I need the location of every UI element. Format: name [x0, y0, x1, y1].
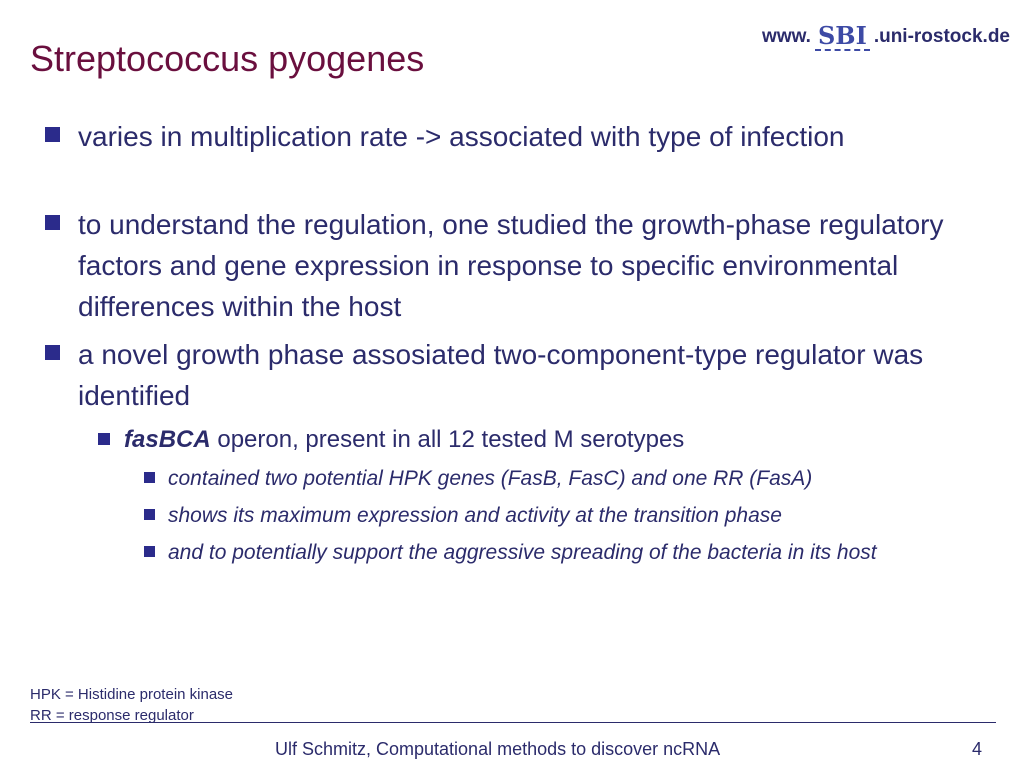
sub-sub-bullet-item — [168, 537, 988, 568]
bullet-item — [78, 116, 978, 157]
bullet-text: shows its maximum expression and activity at the transition phase — [168, 504, 782, 527]
bullet-item — [78, 334, 978, 416]
footer-text: Ulf Schmitz, Computational methods to discover ncRNA — [275, 739, 721, 759]
sub-sub-bullet-item — [168, 463, 988, 494]
bullet-text: and to potentially support the aggressive spreading of the bacteria in its host — [168, 541, 877, 564]
square-bullet-icon — [144, 546, 155, 557]
square-bullet-icon — [45, 345, 60, 360]
square-bullet-icon — [144, 472, 155, 483]
square-bullet-icon — [144, 509, 155, 520]
sub-bullet-item — [124, 425, 984, 455]
sub-sub-bullet-item — [168, 500, 988, 531]
page-number: 4 — [972, 739, 983, 759]
abbreviation-note: HPK = Histidine protein kinase — [30, 686, 234, 703]
page-title: Streptococcus pyogenes — [30, 38, 425, 79]
bullet-text: contained two potential HPK genes (FasB, FasC) and one RR (FasA) — [168, 467, 813, 490]
square-bullet-icon — [98, 433, 110, 445]
square-bullet-icon — [45, 127, 60, 142]
bullet-text: varies in multiplication rate -> associated with type of infection — [78, 121, 845, 152]
bullet-text: to understand the regulation, one studied the growth-phase regulatory factors and gene expression in response to specific environmental differences within the host — [78, 209, 944, 322]
square-bullet-icon — [45, 215, 60, 230]
bullet-text: a novel growth phase assosiated two-component-type regulator was identified — [78, 339, 924, 411]
operon-name: fasBCA — [124, 426, 211, 453]
sbi-logo-mark: SBI — [815, 23, 870, 51]
institution-logo — [762, 22, 1010, 52]
footer-divider — [30, 722, 996, 723]
bullet-item — [78, 204, 978, 327]
abbreviation-note: RR = response regulator — [30, 707, 194, 724]
url-suffix: .uni-rostock.de — [873, 26, 1010, 47]
url-prefix: www. — [762, 26, 811, 47]
bullet-text: operon, present in all 12 tested M serotypes — [210, 426, 685, 453]
